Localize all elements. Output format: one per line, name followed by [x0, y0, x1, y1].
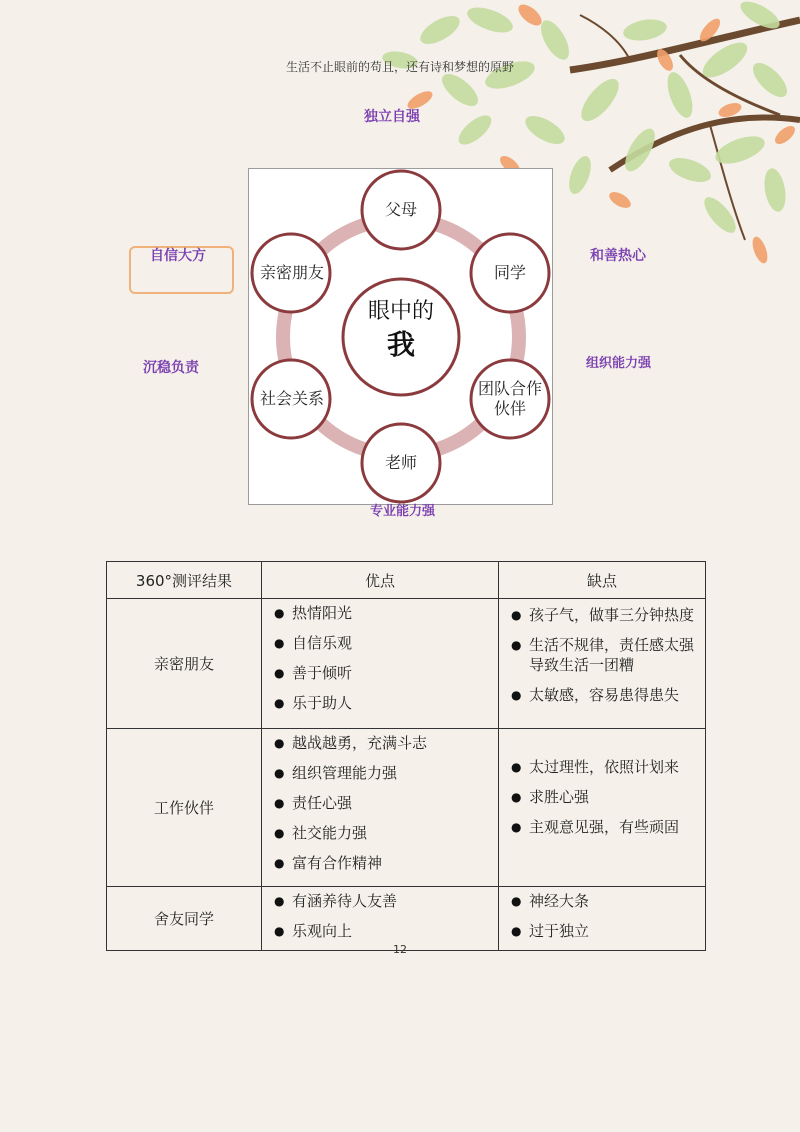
list-item: ● 善于倾听: [274, 663, 492, 683]
table-row: [107, 599, 706, 729]
header-cell-result: 360°测评结果: [107, 562, 262, 599]
list-item: ● 组织管理能力强: [274, 763, 492, 783]
list-item: ● 生活不规律，责任感太强导致生活一团糟: [511, 635, 699, 675]
list-item: ● 富有合作精神: [274, 853, 492, 873]
node-label-bottom: 老师: [384, 453, 417, 472]
row-group-label: 亲密朋友: [107, 599, 262, 729]
list-item: ● 乐观向上: [274, 921, 492, 941]
cons-cell: [499, 729, 706, 887]
page-number: 12: [393, 943, 407, 956]
center-label-line1: 眼中的: [367, 299, 434, 324]
pros-cell: [262, 729, 499, 887]
cons-list: [511, 891, 699, 941]
cons-cell: [499, 599, 706, 729]
list-item: ● 越战越勇，充满斗志: [274, 733, 492, 753]
node-label-upper-left: 亲密朋友: [259, 263, 324, 282]
header-cell-cons: 缺点: [499, 562, 706, 599]
list-item: ● 主观意见强，有些顽固: [511, 817, 699, 837]
table-row: [107, 729, 706, 887]
pros-list: [274, 891, 492, 941]
list-item: ● 神经大条: [511, 891, 699, 911]
list-item: ● 过于独立: [511, 921, 699, 941]
trait-right-lower: 组织能力强: [586, 356, 652, 371]
pros-list: [274, 603, 492, 713]
node-label-upper-right: 同学: [493, 263, 526, 282]
header-quote: 生活不止眼前的苟且，还有诗和梦想的原野: [285, 60, 514, 74]
trait-left-upper: 自信大方: [150, 248, 206, 264]
trait-right-upper: 和善热心: [590, 248, 646, 264]
pros-cell: [262, 887, 499, 951]
perception-diagram: [248, 168, 553, 505]
table-header-row: [107, 562, 706, 599]
center-label-line2: 我: [386, 328, 415, 361]
row-group-label: 舍友同学: [107, 887, 262, 951]
node-label-lower-right: 团队合作伙伴: [477, 379, 542, 418]
node-label-top: 父母: [384, 200, 417, 219]
trait-top: 独立自强: [364, 109, 420, 125]
cons-list: [511, 605, 699, 705]
evaluation-table: [106, 561, 706, 951]
list-item: ● 太敏感，容易患得患失: [511, 685, 699, 705]
cons-list: [511, 757, 699, 837]
list-item: ● 热情阳光: [274, 603, 492, 623]
trait-left-lower: 沉稳负责: [143, 360, 199, 376]
list-item: ● 太过理性，依照计划来: [511, 757, 699, 777]
pros-cell: [262, 599, 499, 729]
branch-lines: [570, 15, 800, 240]
table-row: [107, 887, 706, 951]
pros-list: [274, 733, 492, 873]
list-item: ● 社交能力强: [274, 823, 492, 843]
list-item: ● 孩子气，做事三分钟热度: [511, 605, 699, 625]
list-item: ● 自信乐观: [274, 633, 492, 653]
list-item: ● 求胜心强: [511, 787, 699, 807]
list-item: ● 责任心强: [274, 793, 492, 813]
list-item: ● 有涵养待人友善: [274, 891, 492, 911]
cons-cell: [499, 887, 706, 951]
row-group-label: 工作伙伴: [107, 729, 262, 887]
center-label: [353, 297, 449, 363]
trait-bottom: 专业能力强: [370, 504, 436, 519]
header-cell-pros: 优点: [262, 562, 499, 599]
list-item: ● 乐于助人: [274, 693, 492, 713]
node-label-lower-left: 社会关系: [259, 389, 324, 408]
